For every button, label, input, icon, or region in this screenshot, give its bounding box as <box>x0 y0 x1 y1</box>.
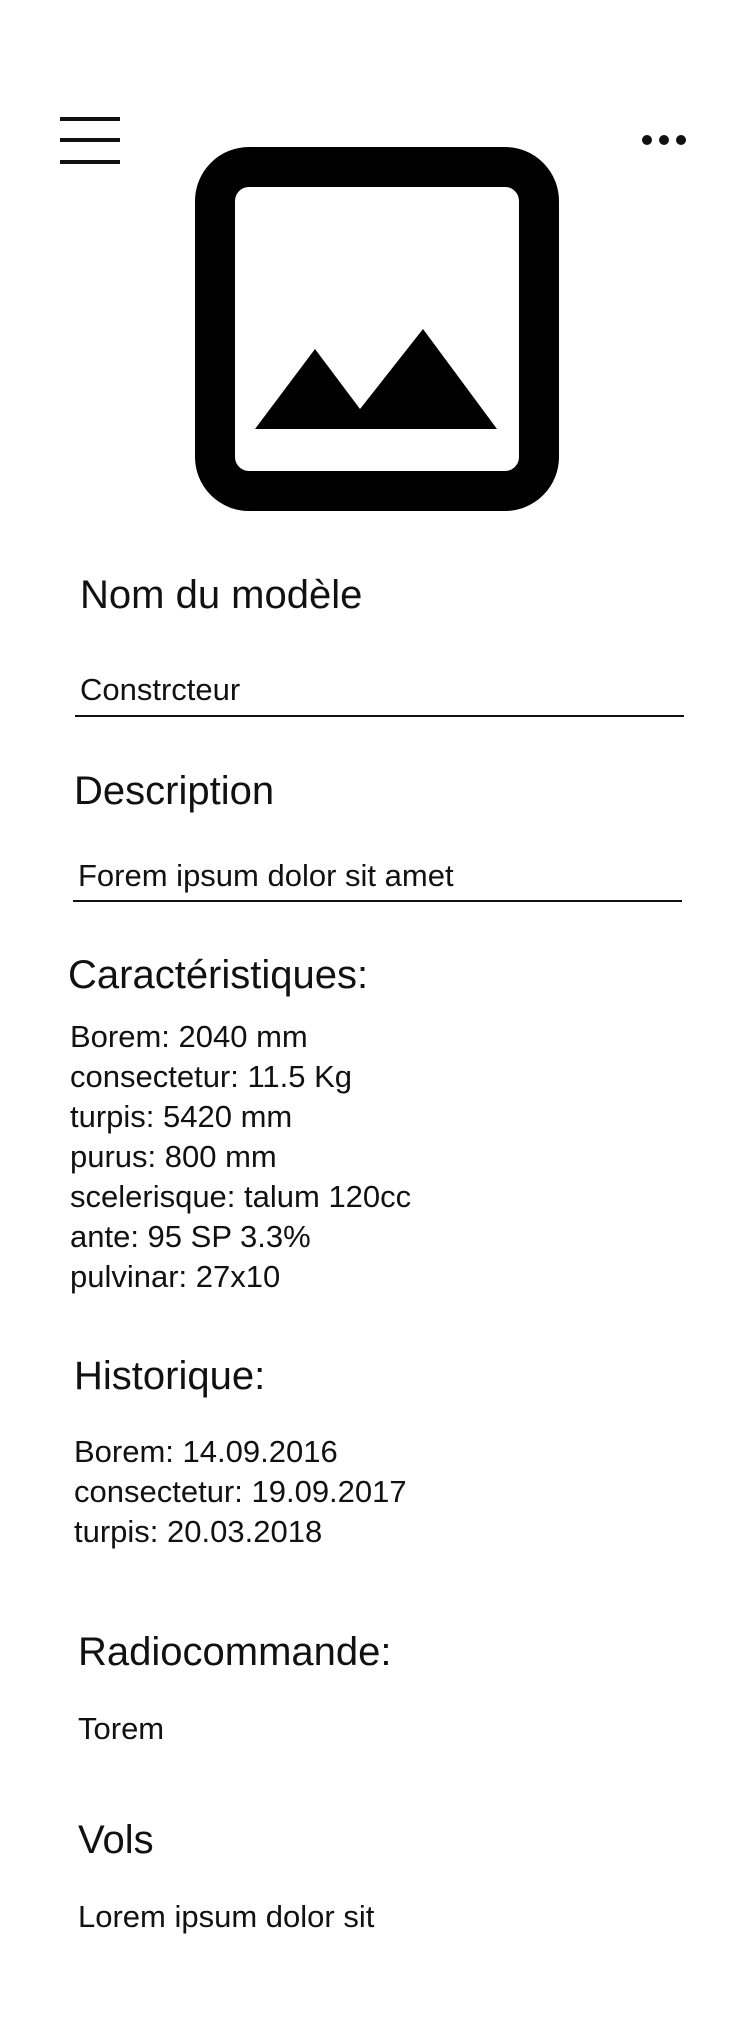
characteristic-item: consectetur: 11.5 Kg <box>70 1059 353 1094</box>
description-input[interactable]: Forem ipsum dolor sit amet <box>78 858 454 893</box>
model-name-label: Nom du modèle <box>80 573 363 617</box>
history-list <box>74 1432 407 1552</box>
characteristics-list <box>70 1017 411 1297</box>
flights-value: Lorem ipsum dolor sit <box>78 1899 375 1934</box>
more-options-button[interactable] <box>640 130 688 154</box>
manufacturer-input[interactable]: Constrcteur <box>80 672 241 707</box>
history-item: Borem: 14.09.2016 <box>74 1434 338 1469</box>
more-horizontal-icon-dot <box>659 135 669 145</box>
hamburger-menu-icon <box>60 117 120 121</box>
manufacturer-underline <box>75 715 684 717</box>
radio-control-value: Torem <box>78 1711 165 1746</box>
radio-control-title: Radiocommande: <box>78 1630 392 1674</box>
characteristic-item: scelerisque: talum 120cc <box>70 1179 412 1214</box>
hamburger-menu-icon-bar <box>60 138 120 142</box>
more-horizontal-icon <box>642 135 652 145</box>
description-label: Description <box>74 769 275 813</box>
hamburger-menu-icon-bar <box>60 160 120 164</box>
history-title: Historique: <box>74 1354 266 1398</box>
characteristic-item: turpis: 5420 mm <box>70 1099 293 1134</box>
characteristic-item: pulvinar: 27x10 <box>70 1259 281 1294</box>
characteristic-item: Borem: 2040 mm <box>70 1019 308 1054</box>
characteristics-title: Caractéristiques: <box>68 953 369 997</box>
more-horizontal-icon-dot <box>676 135 686 145</box>
flights-title: Vols <box>78 1818 154 1862</box>
history-item: consectetur: 19.09.2017 <box>74 1474 407 1509</box>
image-placeholder-icon[interactable] <box>195 147 559 511</box>
history-item: turpis: 20.03.2018 <box>74 1514 323 1549</box>
characteristic-item: ante: 95 SP 3.3% <box>70 1219 311 1254</box>
menu-button[interactable] <box>60 115 122 165</box>
description-underline <box>73 900 682 902</box>
characteristic-item: purus: 800 mm <box>70 1139 277 1174</box>
